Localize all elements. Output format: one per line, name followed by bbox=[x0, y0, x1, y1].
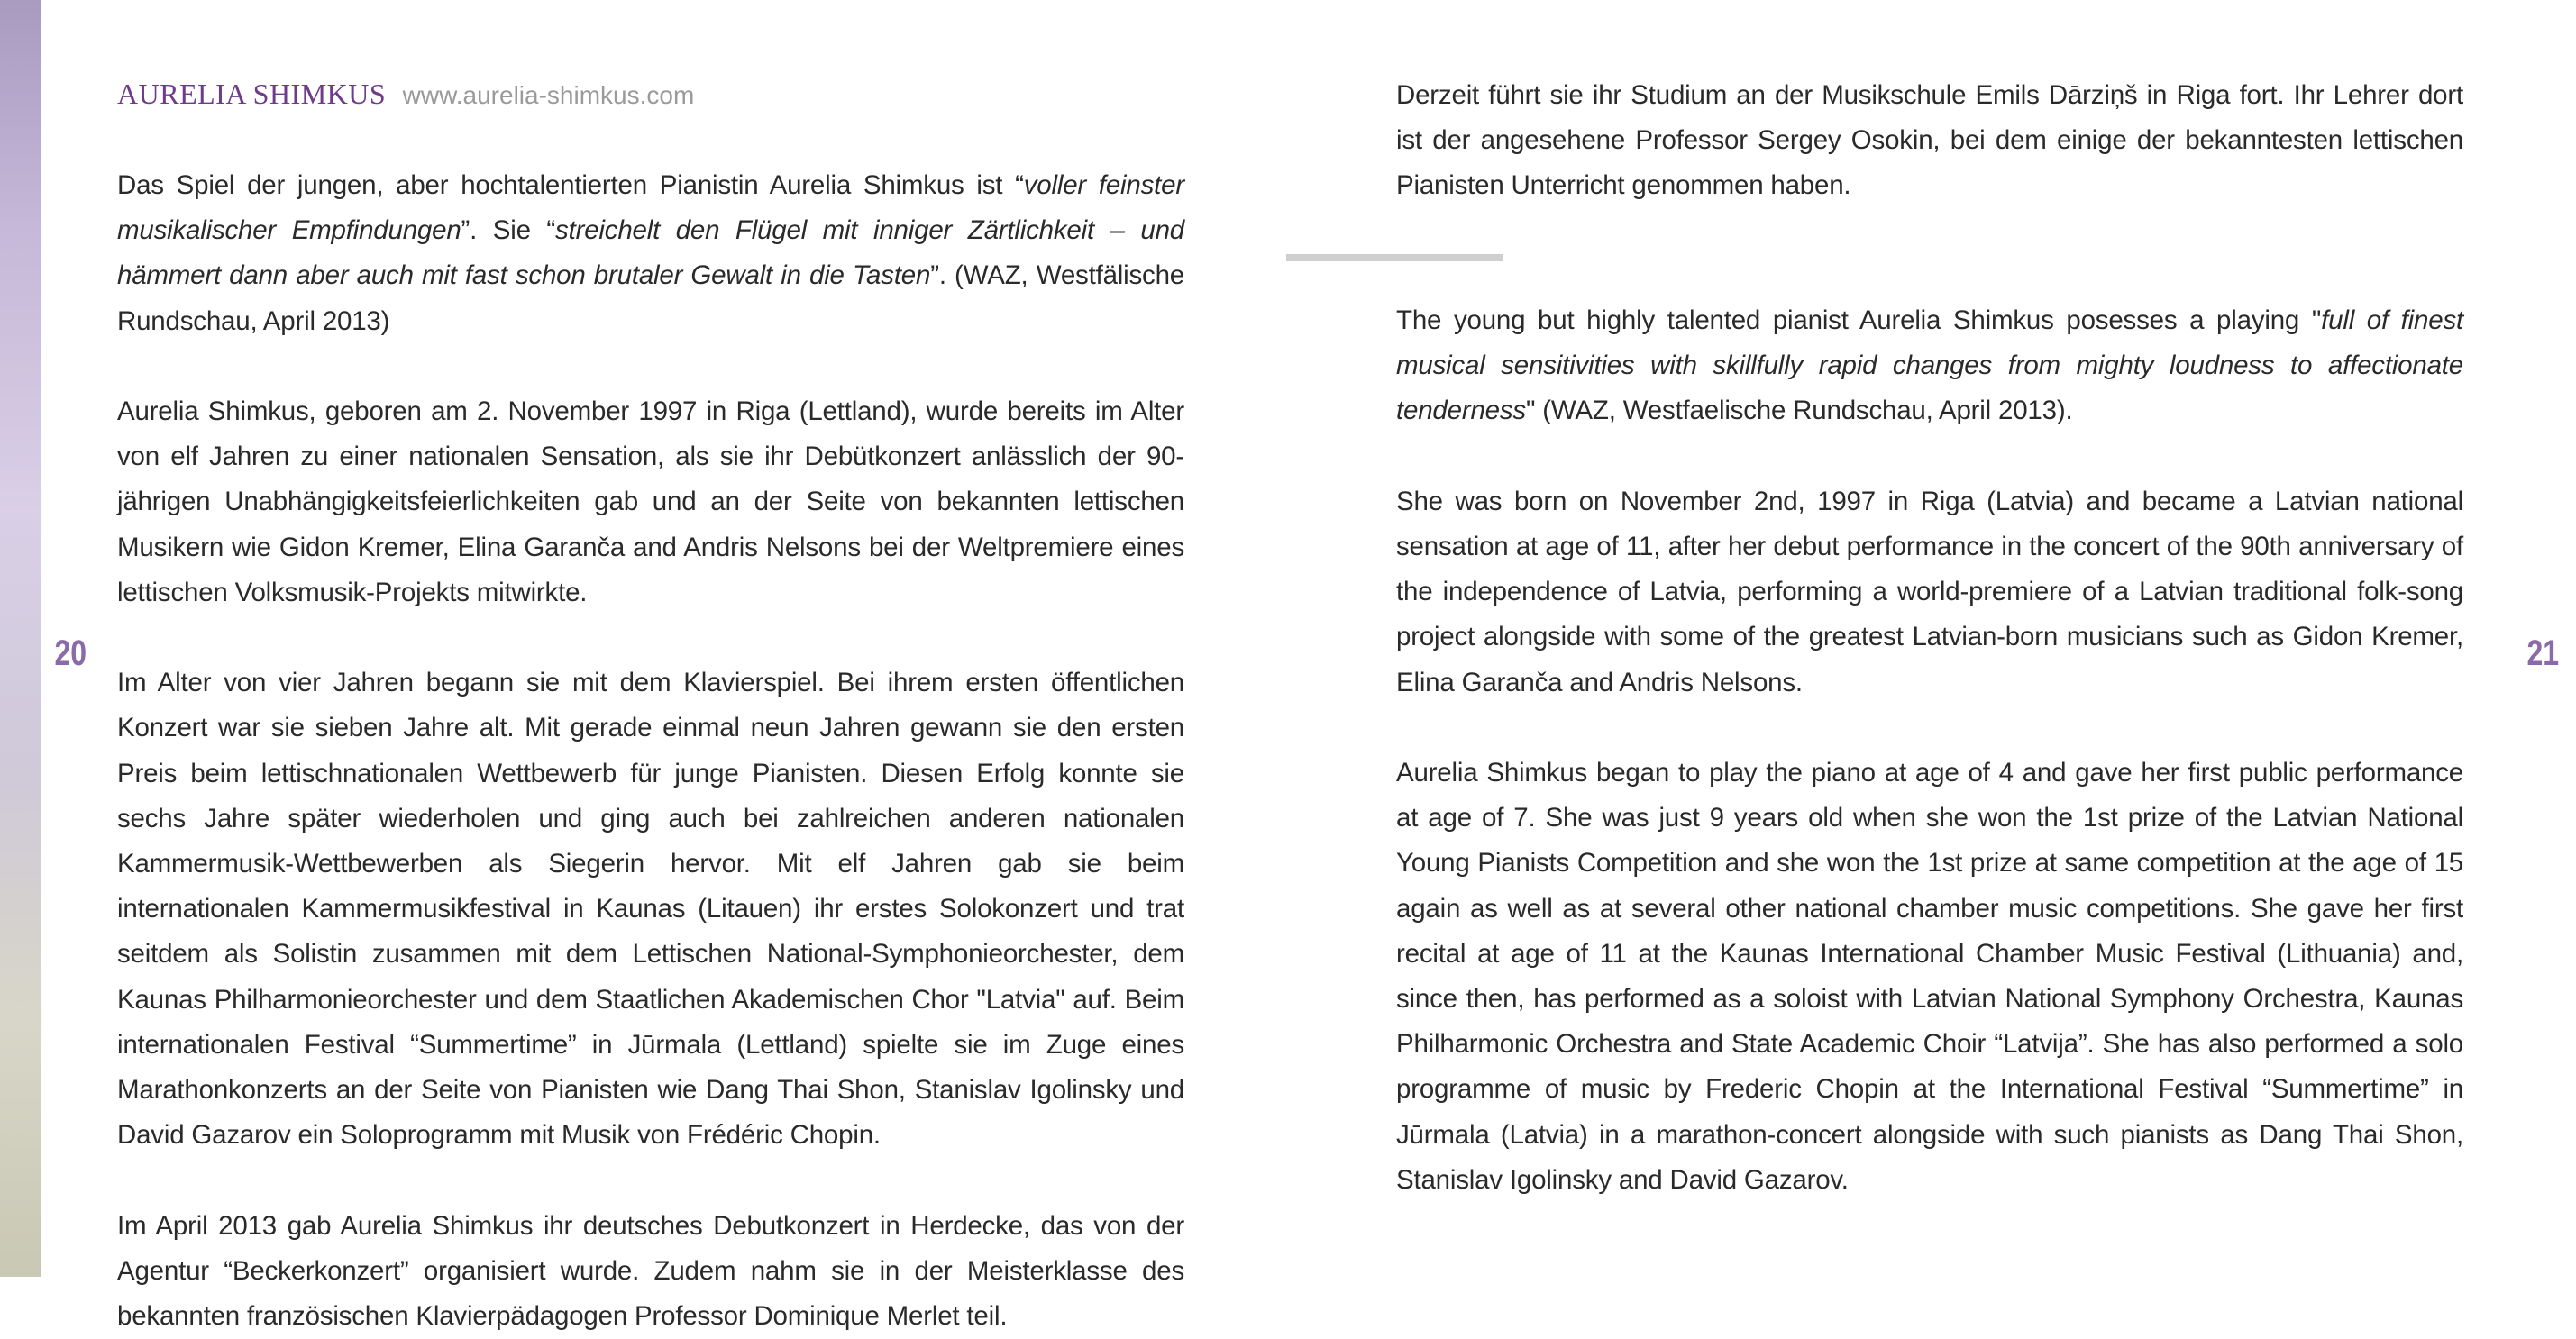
page-header bbox=[117, 77, 694, 111]
website-url: www.aurelia-shimkus.com bbox=[402, 81, 695, 109]
text-run: The young but highly talented pianist Aurelia Shimkus posesses a playing " bbox=[1396, 305, 2322, 335]
page-number-left: 20 bbox=[54, 633, 87, 673]
german-text-column bbox=[117, 163, 1184, 1339]
press-quote-german bbox=[117, 163, 1184, 344]
text-run: Das Spiel der jungen, aber hochtalentierten Pianistin Aurelia Shimkus ist “ bbox=[117, 170, 1024, 200]
bio-paragraph-birth-german: Aurelia Shimkus, geboren am 2. November 1997 in Riga (Lettland), wurde bereits im Alter von elf Jahren zu einer nationalen Sensation, als sie ihr Debütkonzert anlässlich der 90-jährigen Unabhängigkeitsfeierlichkeiten gab und an der Seite von bekannten lettischen Musikern wie Gidon Kremer, Elina Garanča and Andris Nelsons bei der Weltpremiere eines lettischen Volksmusik-Projekts mitwirkte. bbox=[117, 396, 1184, 607]
right-page bbox=[1288, 0, 2576, 1277]
english-text-column bbox=[1396, 298, 2463, 1203]
quoted-text: full of finest musical sensitivities with skillfully rapid changes from mighty loudness to affectionate tenderness bbox=[1396, 305, 2463, 426]
press-quote-english bbox=[1396, 298, 2463, 434]
bio-paragraph-career-english: Aurelia Shimkus began to play the piano at age of 4 and gave her first public performance at age of 7. She was just 9 years old when she won the 1st prize of the Latvian National Young Pianists Competition and she won the 1st prize at same competition at the age of 15 again as well as at several other national chamber music competitions. She gave her first recital at age of 11 at the Kaunas International Chamber Music Festival (Lithuania) and, since then, has performed as a soloist with Latvian National Symphony Orchestra, Kaunas Philharmonic Orchestra and State Academic Choir “Latvija”. She has also performed a solo programme of music by Frederic Chopin at the International Festival “Summertime” in Jūrmala (Latvia) in a marathon-concert alongside with such pianists as Dang Thai Shon, Stanislav Igolinsky and David Gazarov. bbox=[1396, 758, 2463, 1195]
bio-paragraph-birth-english: She was born on November 2nd, 1997 in Riga (Latvia) and became a Latvian national sensation at age of 11, after her debut performance in the concert of the 90th anniversary of the independence of Latvia, performing a world-premiere of a Latvian traditional folk-song project alongside with some of the greatest Latvian-born musicians such as Gidon Kremer, Elina Garanča and Andris Nelsons. bbox=[1396, 486, 2463, 697]
artist-name: AURELIA SHIMKUS bbox=[117, 77, 387, 110]
page-number-right: 21 bbox=[2526, 633, 2559, 673]
booklet-edge-strip bbox=[0, 0, 41, 1277]
bio-paragraph-study-german: Derzeit führt sie ihr Studium an der Musikschule Emils Dārziņš in Riga fort. Ihr Lehrer dort ist der angesehene Professor Sergey Osokin, bei dem einige der bekanntesten lettischen Pianisten Unterricht genommen haben. bbox=[1396, 80, 2463, 201]
bio-paragraph-debut-german: Im April 2013 gab Aurelia Shimkus ihr deutsches Debutkonzert in Herdecke, das von der Agentur “Beckerkonzert” organisiert wurde. Zudem nahm sie in der Meisterklasse des bekannten französischen Klavierpädagogen Professor Dominique Merlet teil. bbox=[117, 1210, 1184, 1332]
bio-paragraph-career-german: Im Alter von vier Jahren begann sie mit dem Klavierspiel. Bei ihrem ersten öffentlichen Konzert war sie sieben Jahre alt. Mit gerade einmal neun Jahren gewann sie den ersten Preis beim lettischnationalen Wettbewerb für junge Pianisten. Diesen Erfolg konnte sie sechs Jahre später wiederholen und ging auch bei zahlreichen anderen nationalen Kammermusik-Wettbewerben als Siegerin hervor. Mit elf Jahren gab sie beim internationalen Kammermusikfestival in Kaunas (Litauen) ihr erstes Solokonzert und trat seitdem als Solistin zusammen mit dem Lettischen National-Symphonieorchester, dem Kaunas Philharmonieorchester und dem Staatlichen Akademischen Chor "Latvia" auf. Beim internationalen Festival “Summertime” in Jūrmala (Lettland) spielte sie im Zuge eines Marathonkonzerts an der Seite von Pianisten wie Dang Thai Shon, Stanislav Igolinsky und David Gazarov ein Soloprogramm mit Musik von Frédéric Chopin. bbox=[117, 668, 1184, 1151]
text-run: " (WAZ, Westfaelische Rundschau, April 2013). bbox=[1525, 396, 2073, 426]
section-divider bbox=[1286, 254, 1503, 261]
text-run: ”. (WAZ, Westfälische Rundschau, April 2013) bbox=[117, 260, 1184, 336]
german-text-continuation bbox=[1396, 73, 2463, 209]
quoted-text: streichelt den Flügel mit inniger Zärtlichkeit – und hämmert dann aber auch mit fast schon brutaler Gewalt in die Tasten bbox=[117, 215, 1184, 291]
left-page bbox=[41, 0, 1288, 1332]
quoted-text: voller feinster musikalischer Empfindungen bbox=[117, 170, 1184, 246]
text-run: ”. Sie “ bbox=[461, 215, 556, 246]
